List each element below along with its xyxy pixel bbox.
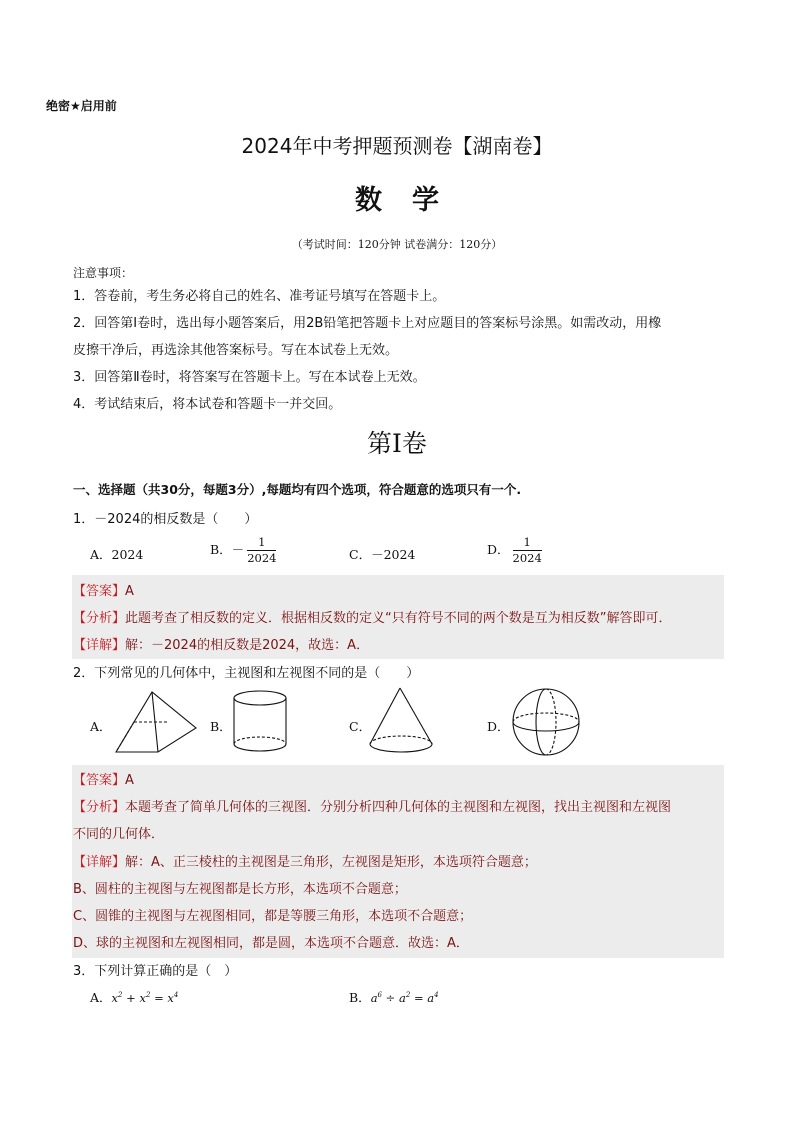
math-exponent: 2 <box>118 991 123 999</box>
math-exponent: 6 <box>377 991 383 999</box>
q1-detail <box>73 634 723 653</box>
q2-answer <box>73 769 723 788</box>
math-exponent: 4 <box>434 991 439 999</box>
notice-heading: 注意事项： <box>73 266 134 280</box>
math-exponent: 2 <box>405 991 411 999</box>
q2-analysis-line2: 不同的几何体． <box>73 827 165 842</box>
detail-tag: 【详解】 <box>73 855 126 870</box>
page-title: 2024年中考押题预测卷【湖南卷】 <box>241 134 553 158</box>
q3-option-b <box>349 988 439 1006</box>
q1-analysis <box>73 607 723 626</box>
math-term: x <box>111 991 119 1005</box>
math-operator: = <box>410 991 428 1005</box>
option-label: B． <box>349 990 371 1005</box>
math-exponent: 2 <box>145 991 151 999</box>
analysis-tag: 【分析】 <box>73 800 126 815</box>
math-term: x <box>167 991 174 1005</box>
q1-option-d-fraction <box>513 535 542 566</box>
q2-option-b-label: B． <box>210 719 232 734</box>
q1-answer <box>73 580 723 599</box>
triangular-prism-icon <box>112 688 200 756</box>
notice-item: 4．考试结束后，将本试卷和答题卡一并交回。 <box>73 397 342 412</box>
analysis-text: 本题考查了简单几何体的三视图．分别分析四种几何体的主视图和左视图，找出主视图和左视图 <box>125 800 672 815</box>
fraction-numerator: 1 <box>513 535 542 551</box>
math-term: a <box>427 991 435 1005</box>
part-title: 第Ⅰ卷 <box>367 429 427 458</box>
q1-option-b-label: B．－ <box>210 542 245 557</box>
fraction-numerator: 1 <box>247 535 276 551</box>
answer-value: A <box>125 584 134 599</box>
q2-option-a-label: A． <box>90 719 112 734</box>
q1-option-a: A．2024 <box>90 547 144 562</box>
time-info: （考试时间：120分钟 试卷满分：120分） <box>291 238 503 251</box>
notice-item: 皮擦干净后，再选涂其他答案标号。写在本试卷上无效。 <box>73 343 399 358</box>
answer-tag: 【答案】 <box>73 584 126 599</box>
q2-analysis <box>73 796 723 815</box>
math-expression <box>371 991 439 1005</box>
q2-option-c-label: C． <box>349 719 372 734</box>
option-label: A． <box>90 990 112 1005</box>
section-heading: 一、选择题（共30分，每题3分）,每题均有四个选项，符合题意的选项只有一个. <box>73 482 522 497</box>
answer-value: A <box>125 773 134 788</box>
math-term: a <box>398 991 406 1005</box>
q1-stem: 1．－2024的相反数是（ ） <box>73 512 258 527</box>
detail-text: 解：－2024的相反数是2024，故选：A． <box>125 638 370 653</box>
analysis-tag: 【分析】 <box>73 611 126 626</box>
detail-text: 解：A、正三棱柱的主视图是三角形，左视图是矩形，本选项符合题意； <box>125 855 537 870</box>
q2-stem: 2．下列常见的几何体中，主视图和左视图不同的是（ ） <box>73 666 420 681</box>
secret-label: 绝密★启用前 <box>46 99 117 113</box>
cone-icon <box>366 686 438 758</box>
sphere-icon <box>508 688 584 756</box>
q3-option-a <box>90 988 178 1006</box>
q1-option-b <box>210 535 276 566</box>
notice-item: 1．答卷前，考生务必将自己的姓名、准考证号填写在答题卡上。 <box>73 289 446 304</box>
fraction-denominator: 2024 <box>512 551 542 565</box>
math-operator: = <box>150 991 168 1005</box>
q2-detail-line4: D、球的主视图和左视图相同，都是圆，本选项不合题意．故选：A． <box>73 936 469 951</box>
cylinder-icon <box>230 688 290 756</box>
math-expression <box>112 991 179 1005</box>
notice-item: 3．回答第Ⅱ卷时，将答案写在答题卡上。写在本试卷上无效。 <box>73 370 426 385</box>
q1-option-b-fraction <box>247 535 276 566</box>
notice-item: 2．回答第Ⅰ卷时，选出每小题答案后，用2B铅笔把答题卡上对应题目的答案标号涂黑。如需改动，用橡 <box>73 316 662 331</box>
analysis-text: 此题考查了相反数的定义．根据相反数的定义“只有符号不同的两个数是互为相反数”解答即可． <box>125 611 672 626</box>
q3-stem: 3．下列计算正确的是（ ） <box>73 964 238 979</box>
math-term: a <box>370 991 378 1005</box>
q1-option-d-label: D． <box>487 542 510 557</box>
answer-tag: 【答案】 <box>73 773 126 788</box>
q2-detail <box>73 851 723 870</box>
math-operator: + <box>122 991 140 1005</box>
detail-tag: 【详解】 <box>73 638 126 653</box>
math-term: x <box>139 991 146 1005</box>
q1-option-d <box>487 535 542 566</box>
q2-option-d-label: D． <box>487 719 510 734</box>
q2-detail-line3: C、圆锥的主视图与左视图相同，都是等腰三角形，本选项不合题意； <box>73 909 473 924</box>
math-operator: ÷ <box>382 991 399 1005</box>
fraction-denominator: 2024 <box>247 551 277 565</box>
subject-title: 数学 <box>355 185 469 216</box>
math-exponent: 4 <box>173 991 179 999</box>
q2-detail-line2: B、圆柱的主视图与左视图都是长方形，本选项不合题意； <box>73 882 407 897</box>
q1-option-c: C．－2024 <box>349 547 416 562</box>
